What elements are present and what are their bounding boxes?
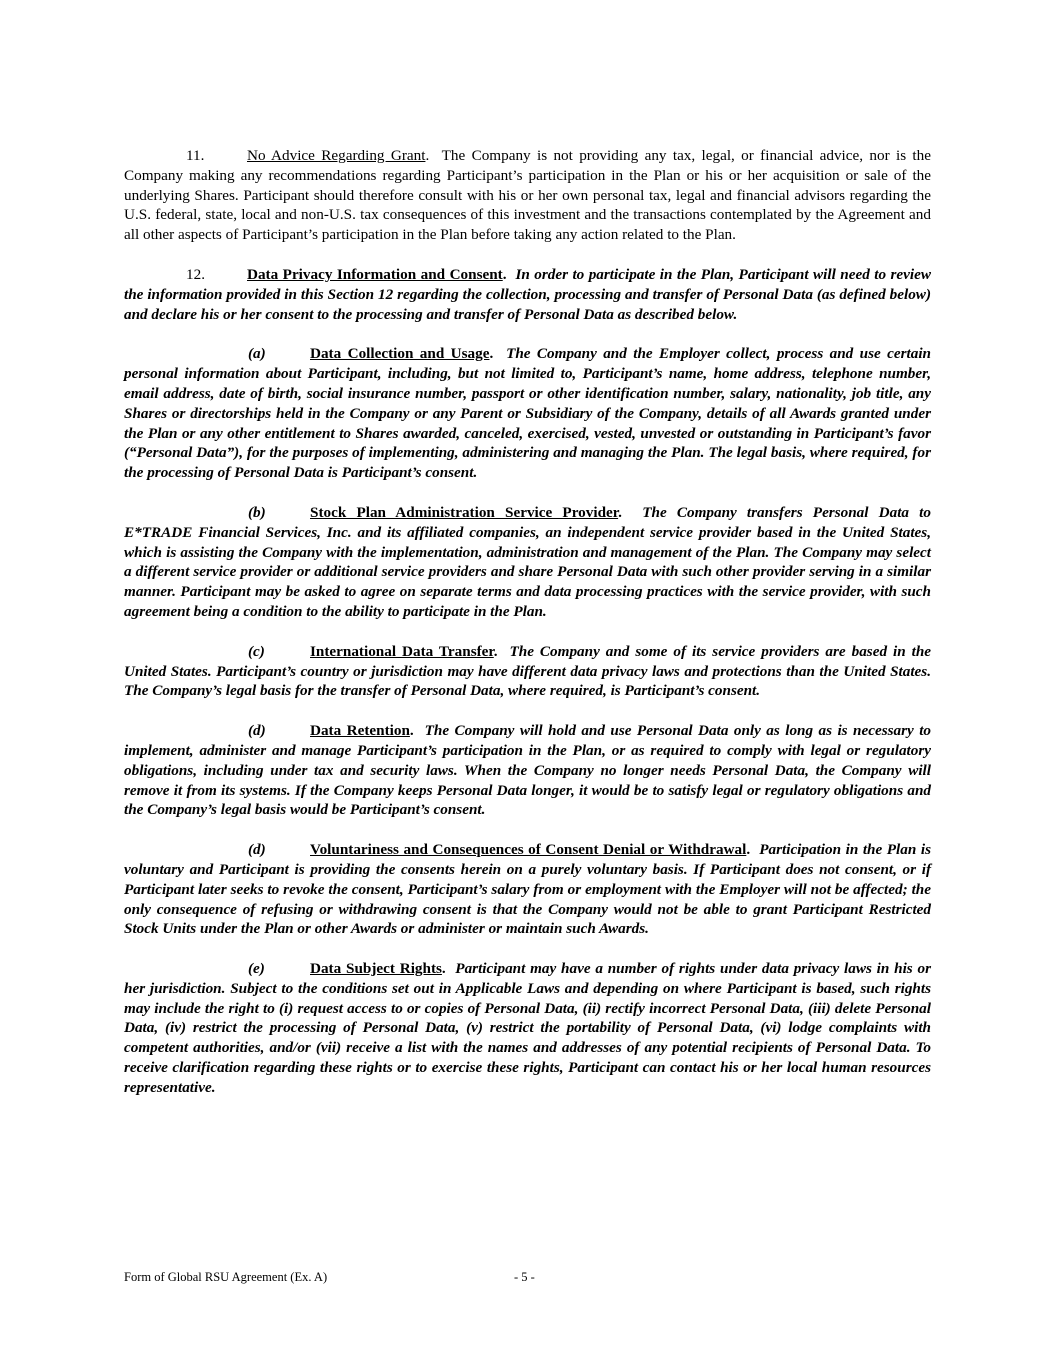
section-body: In order to participate in the Plan, Participant will need to review the information provided in this Section 12 regarding the collection, processing and transfer of Personal Data (as defined below) and declare his or her consent to the processing and transfer of Personal Data as described below. — [124, 265, 931, 323]
subsection-body: The Company and the Employer collect, process and use certain personal information about Participant, including, but not limited to, Participant’s name, home address, telephone number, email address, date of birth, social insurance number, passport or other identification number, salary, nationality, job title, any Shares or directorships held in the Company or any Parent or Subsidiary of the Company, details of all Awards granted under the Plan or any other entitlement to Shares awarded, canceled, exercised, vested, unvested or outstanding in Participant’s favor (“Personal Data”), for the purposes of implementing, administering and managing the Plan. The legal basis, where required, for the processing of Personal Data is Participant’s consent. — [124, 345, 932, 482]
subsection-label: (b) — [248, 503, 266, 521]
subsection-heading: Voluntariness and Consequences of Consent Denial or Withdrawal — [310, 841, 747, 859]
subsection-body: The Company will hold and use Personal Data only as long as is necessary to implement, administer and manage Participant’s participation in the Plan, or as required to comply with legal or regulatory obligations, including under tax and security laws. When the Company no longer needs Personal Data, the Company will remove it from its systems. If the Company keeps Personal Data longer, it would be to satisfy legal or regulatory obligations and the Company’s legal basis would be Participant’s consent. — [124, 722, 932, 819]
subsection-heading: International Data Transfer — [310, 642, 494, 660]
subsection-heading: Data Subject Rights — [310, 960, 442, 978]
subsection-body: Participation in the Plan is voluntary and Participant is providing the consents herein on a purely voluntary basis. If Participant does not consent, or if Participant later seeks to revoke the consent, Participant’s salary from or employment with the Employer will not be affected; the only consequence of refusing or withdrawing consent is that the Company would not be able to grant Participant Restricted Stock Units under the Plan or other Awards or administer or maintain such Awards. — [124, 841, 931, 938]
subsection-a: (a) Data Collection and Usage. The Company and the Employer collect, process and use certain personal information about Participant, including, but not limited to, Participant’s name, home address, telephone number, email address, date of birth, social insurance number, passport or other identification number, salary, nationality, job title, any Shares or directorships held in the Company or any Parent or Subsidiary of the Company, details of all Awards granted under the Plan or any other entitlement to Shares awarded, canceled, exercised, vested, unvested or outstanding in Participant’s favor (“Personal Data”), for the purposes of implementing, administering and managing the Plan. The legal basis, where required, for the processing of Personal Data is Participant’s consent. — [124, 345, 932, 482]
document-page — [124, 146, 931, 1118]
section-number: 12. — [186, 265, 205, 283]
subsection-label: (e) — [248, 960, 265, 978]
subsection-label: (d) — [248, 722, 266, 740]
subsection-body: The Company and some of its service providers are based in the United States. Participant’s country or jurisdiction may have different data privacy laws and protections than the United States. The Company’s legal basis for the transfer of Personal Data, where required, is Participant’s consent. — [124, 642, 932, 700]
footer-doc-title: Form of Global RSU Agreement (Ex. A) — [124, 1270, 328, 1284]
subsection-d-retention: (d) Data Retention. The Company will hold and use Personal Data only as long as is necessary to implement, administer and manage Participant’s participation in the Plan, or as required to comply with legal or regulatory obligations, including under tax and security laws. When the Company no longer needs Personal Data, the Company will remove it from its systems. If the Company keeps Personal Data longer, it would be to satisfy legal or regulatory obligations and the Company’s legal basis would be Participant’s consent. — [124, 722, 932, 819]
section-12: 12. Data Privacy Information and Consent. In order to participate in the Plan, Participant will need to review the information provided in this Section 12 regarding the collection, processing and transfer of Personal Data (as defined below) and declare his or her consent to the processing and transfer of Personal Data as described below. — [124, 265, 931, 323]
subsection-heading: Data Collection and Usage — [310, 345, 490, 363]
subsection-c: (c) International Data Transfer. The Company and some of its service providers are based in the United States. Participant’s country or jurisdiction may have different data privacy laws and protections than the United States. The Company’s legal basis for the transfer of Personal Data, where required, is Participant’s consent. — [124, 642, 932, 700]
section-11: 11. No Advice Regarding Grant. The Company is not providing any tax, legal, or financial advice, nor is the Company making any recommendations regarding Participant’s participation in the Plan or his or her acquisition or sale of the underlying Shares. Participant should therefore consult with his or her own personal tax, legal and financial advisors regarding the U.S. federal, state, local and non-U.S. tax consequences of this investment and the transactions contemplated by the Agreement and all other aspects of Participant’s participation in the Plan before taking any action related to the Plan. — [124, 147, 931, 244]
section-body: The Company is not providing any tax, legal, or financial advice, nor is the Company making any recommendations regarding Participant’s participation in the Plan or his or her acquisition or sale of the underlying Shares. Participant should therefore consult with his or her own personal tax, legal and financial advisors regarding the U.S. federal, state, local and non-U.S. tax consequences of this investment and the transactions contemplated by the Agreement and all other aspects of Participant’s participation in the Plan before taking any action related to the Plan. — [124, 147, 931, 244]
subsection-heading: Data Retention — [310, 722, 410, 740]
subsection-e: (e) Data Subject Rights. Participant may have a number of rights under data privacy laws in his or her jurisdiction. Subject to the conditions set out in Applicable Laws and depending on where Participant is based, such rights may include the right to (i) request access to or copies of Personal Data, (ii) rectify incorrect Personal Data, (iii) delete Personal Data, (iv) restrict the processing of Personal Data, (v) restrict the portability of Personal Data, (vi) lodge complaints with competent authorities, and/or (vii) receive a list with the names and addresses of any potential recipients of Personal Data. To receive clarification regarding these rights or to exercise these rights, Participant can contact his or her local human resources representative. — [124, 960, 931, 1096]
section-heading: No Advice Regarding Grant — [247, 147, 426, 164]
subsection-label: (a) — [248, 345, 266, 363]
subsection-label: (d) — [248, 841, 266, 859]
subsection-heading: Stock Plan Administration Service Provider — [310, 503, 619, 521]
section-heading: Data Privacy Information and Consent — [247, 265, 503, 283]
subsection-d-voluntariness: (d) Voluntariness and Consequences of Consent Denial or Withdrawal. Participation in the Plan is voluntary and Participant is providing the consents herein on a purely voluntary basis. If Participant does not consent, or if Participant later seeks to revoke the consent, Participant’s salary from or employment with the Employer will not be affected; the only consequence of refusing or withdrawing consent is that the Company would not be able to grant Participant Restricted Stock Units under the Plan or other Awards or administer or maintain such Awards. — [124, 841, 931, 938]
subsection-label: (c) — [248, 642, 265, 660]
subsection-body: The Company transfers Personal Data to E*TRADE Financial Services, Inc. and its affiliated companies, an independent service provider based in the United States, which is assisting the Company with the implementation, administration and management of the Plan. The Company may select a different service provider or additional service providers and share Personal Data with such other provider serving in a similar manner. Participant may be asked to agree on separate terms and data processing practices with the service provider, with such agreement being a condition to the ability to participate in the Plan. — [124, 503, 931, 620]
subsection-b: (b) Stock Plan Administration Service Provider. The Company transfers Personal Data to E*TRADE Financial Services, Inc. and its affiliated companies, an independent service provider based in the United States, which is assisting the Company with the implementation, administration and management of the Plan. The Company may select a different service provider or additional service providers and share Personal Data with such other provider serving in a similar manner. Participant may be asked to agree on separate terms and data processing practices with the service provider, with such agreement being a condition to the ability to participate in the Plan. — [124, 503, 931, 620]
section-number: 11. — [186, 147, 205, 164]
footer-page-number: - 5 - — [514, 1270, 535, 1284]
subsection-body: Participant may have a number of rights under data privacy laws in his or her jurisdiction. Subject to the conditions set out in Applicable Laws and depending on where Participant is based, such rights may include the right to (i) request access to or copies of Personal Data, (ii) rectify incorrect Personal Data, (iii) delete Personal Data, (iv) restrict the processing of Personal Data, (v) restrict the portability of Personal Data, (vi) lodge complaints with competent authorities, and/or (vii) receive a list with the names and addresses of any potential recipients of Personal Data. To receive clarification regarding these rights or to exercise these rights, Participant can contact his or her local human resources representative. — [124, 960, 931, 1096]
